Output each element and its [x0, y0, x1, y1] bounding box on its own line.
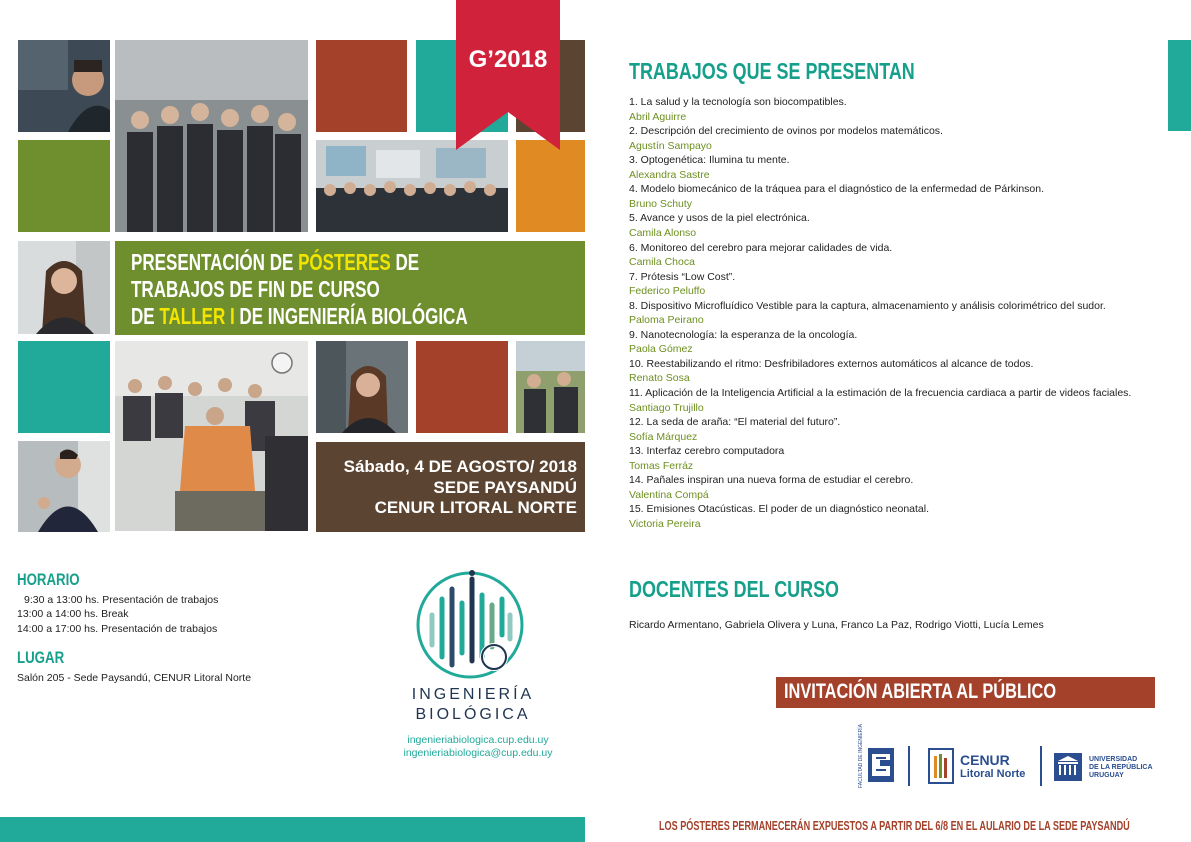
- faculty-vertical-text: FACULTAD DE INGENIERÍA: [858, 724, 864, 788]
- udelar-line1: UNIVERSIDAD: [1089, 756, 1138, 763]
- work-title: 9. Nanotecnología: la esperanza de la oncología.: [629, 328, 858, 341]
- invitation-label: INVITACIÓN ABIERTA AL PÚBLICO: [784, 680, 1057, 703]
- public-invitation-banner: [776, 677, 1155, 708]
- logo-divider: [1040, 746, 1042, 786]
- logo-wordmark-line2: BIOLÓGICA: [415, 706, 531, 723]
- posters-exhibit-note: LOS PÓSTERES PERMANECERÁN EXPUESTOS A PARTIR DEL 6/8 EN EL AULARIO DE LA SEDE PAYSANDÚ: [659, 818, 1130, 833]
- tile-teal-mid: [18, 341, 110, 433]
- work-author: Tomas Ferráz: [629, 459, 694, 472]
- work-author: Alexandra Sastre: [629, 168, 710, 181]
- cenur-name: CENUR: [960, 752, 1010, 768]
- work-title: 5. Avance y usos de la piel electrónica.: [629, 212, 810, 225]
- schedule-item: 14:00 a 17:00 hs. Presentación de trabajos: [17, 623, 218, 635]
- photo-student-listening: [316, 341, 408, 433]
- cenur-logo-icon: [928, 748, 954, 784]
- work-title: 7. Prótesis “Low Cost”.: [629, 270, 736, 283]
- logo-divider: [908, 746, 910, 786]
- photo-student-thumbsup: [18, 441, 110, 532]
- event-title-banner: [115, 241, 585, 335]
- event-center: CENUR LITORAL NORTE: [374, 498, 577, 517]
- work-author: Bruno Schuty: [629, 197, 693, 210]
- work-title: 4. Modelo biomecánico de la tráquea para el diagnóstico de la enfermedad de Párkinson.: [629, 183, 1045, 196]
- photo-classroom: [115, 341, 308, 531]
- tile-rust-top: [316, 40, 407, 132]
- work-author: Agustín Sampayo: [629, 139, 712, 152]
- title-line-3: DE TALLER I DE INGENIERÍA BIOLÓGICA: [131, 303, 468, 329]
- work-title: 15. Emisiones Otacústicas. El poder de un diagnóstico neonatal.: [629, 503, 930, 516]
- work-title: 10. Reestabilizando el ritmo: Desfribiladores externos automáticos al alcance de todos.: [629, 357, 1034, 370]
- udelar-line3: URUGUAY: [1089, 772, 1124, 779]
- logo-wordmark-line1: INGENIERÍA: [411, 686, 535, 703]
- works-heading: TRABAJOS QUE SE PRESENTAN: [629, 58, 915, 84]
- schedule-heading: HORARIO: [17, 570, 80, 589]
- work-title: 8. Dispositivo Microfluídico Vestible para la captura, almacenamiento y análisis colorimétrico del sudor.: [629, 299, 1106, 312]
- title-line-1: PRESENTACIÓN DE PÓSTERES DE: [131, 249, 420, 275]
- work-author: Camila Choca: [629, 256, 695, 269]
- ribbon-label: G’2018: [468, 46, 548, 73]
- work-author: Paola Gómez: [629, 343, 693, 356]
- tile-orange-right: [516, 140, 585, 232]
- work-title: 11. Aplicación de la Inteligencia Artificial a la estimación de la frecuencia cardiaca a partir de videos faciales.: [629, 387, 1132, 399]
- work-author: Santiago Trujillo: [629, 401, 704, 414]
- udelar-line2: DE LA REPÚBLICA: [1089, 764, 1153, 771]
- work-author: Abril Aguirre: [629, 110, 687, 123]
- schedule-item: 13:00 a 14:00 hs. Break: [17, 608, 129, 620]
- work-title: 1. La salud y la tecnología son biocompatibles.: [629, 96, 847, 108]
- photo-group-students: [115, 40, 308, 232]
- title-line-2: TRABAJOS DE FIN DE CURSO: [131, 276, 380, 302]
- schedule-item: 9:30 a 13:00 hs. Presentación de trabajos: [24, 594, 219, 606]
- place-heading: LUGAR: [17, 648, 65, 667]
- tile-rust-mid: [416, 341, 508, 433]
- website-link[interactable]: ingenieriabiologica.cup.edu.uy: [407, 734, 549, 746]
- bottom-teal-bar: [0, 817, 585, 842]
- event-date: Sábado, 4 DE AGOSTO/ 2018: [343, 457, 577, 476]
- work-author: Valentina Compá: [629, 488, 709, 501]
- work-author: Federico Peluffo: [629, 285, 706, 298]
- email-link[interactable]: ingenieriabiologica@cup.edu.uy: [403, 747, 553, 759]
- photo-students-outdoor: [516, 341, 585, 433]
- cenur-subname: Litoral Norte: [960, 768, 1026, 780]
- work-title: 12. La seda de araña: “El material del futuro”.: [629, 416, 841, 429]
- year-ribbon-badge: [456, 0, 560, 150]
- work-title: 2. Descripción del crecimiento de ovinos por modelos matemáticos.: [629, 125, 943, 138]
- place-text: Salón 205 - Sede Paysandú, CENUR Litoral Norte: [17, 672, 252, 684]
- work-author: Camila Alonso: [629, 226, 697, 239]
- teachers-heading: DOCENTES DEL CURSO: [629, 576, 839, 602]
- work-author: Victoria Pereira: [629, 517, 701, 530]
- work-title: 13. Interfaz cerebro computadora: [629, 445, 785, 458]
- tile-olive-left: [18, 140, 110, 232]
- event-venue: SEDE PAYSANDÚ: [433, 478, 577, 497]
- udelar-logo-icon: [1053, 752, 1083, 782]
- work-title: 6. Monitoreo del cerebro para mejorar calidades de vida.: [629, 241, 893, 254]
- teachers-names: Ricardo Armentano, Gabriela Olivera y Luna, Franco La Paz, Rodrigo Viotti, Lucía Lemes: [629, 619, 1044, 631]
- work-title: 3. Optogenética: Ilumina tu mente.: [629, 154, 790, 167]
- photo-group-posters: [316, 140, 508, 232]
- event-date-banner: [316, 442, 585, 532]
- ingenieria-biologica-logo: [412, 565, 528, 683]
- photo-presenter-screen: [18, 40, 110, 132]
- work-author: Paloma Peirano: [629, 314, 704, 327]
- work-author: Renato Sosa: [629, 372, 690, 385]
- work-title: 14. Pañales inspiran una nueva forma de estudiar el cerebro.: [629, 474, 914, 487]
- work-author: Sofía Márquez: [629, 430, 698, 443]
- right-edge-teal-tab: [1168, 40, 1191, 131]
- photo-student-girl: [18, 241, 110, 334]
